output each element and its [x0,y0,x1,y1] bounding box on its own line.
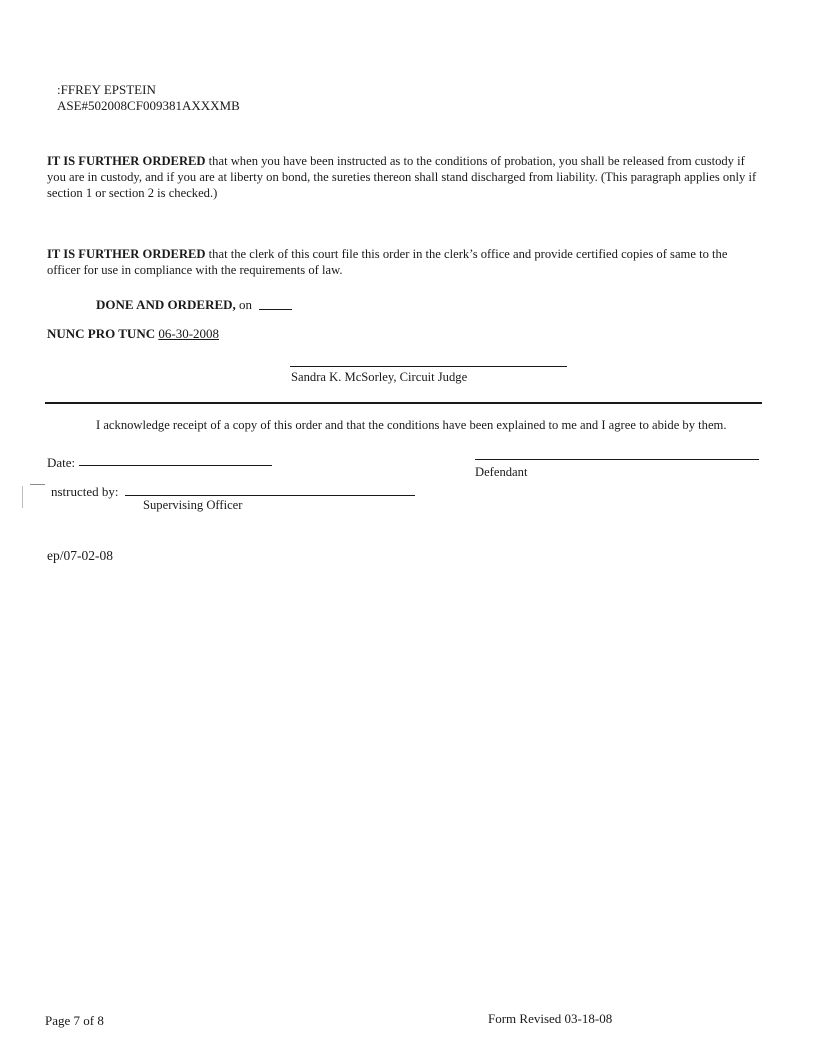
paragraph-lead: IT IS FURTHER ORDERED [47,154,206,168]
judge-signature-line [290,366,567,367]
section-divider [45,402,762,404]
defendant-signature-caption: Defendant [475,465,528,479]
supervising-officer-caption: Supervising Officer [143,498,243,512]
nunc-pro-tunc-date: 06-30-2008 [158,326,220,341]
instructed-by-label: nstructed by: [51,484,119,499]
nunc-pro-tunc-label: NUNC PRO TUNC [47,326,156,341]
done-ordered-label: DONE AND ORDERED, [96,297,236,312]
paragraph-body: that the clerk of this court file this order in the clerk’s office and provide certified copies of same to the officer for use in compliance with the requirements of law. [47,247,728,277]
clerk-order-paragraph [47,246,759,278]
nunc-pro-tunc-line [47,326,219,342]
done-ordered-on: on [235,297,253,312]
paragraph-lead: IT IS FURTHER ORDERED [47,247,206,261]
defendant-name-header: :FFREY EPSTEIN [57,82,156,97]
instructed-by-line [125,495,415,496]
paragraph-body: that when you have been instructed as to the conditions of probation, you shall be released from custody if you are in custody, and if you are at liberty on bond, the sureties thereon shall stand discharged from liability. (This paragraph applies only if section 1 or section 2 is checked.) [47,154,757,200]
defendant-signature-line [475,459,759,460]
scan-tick-mark [30,484,45,485]
done-ordered-date-blank [259,309,292,310]
release-order-paragraph [47,153,759,201]
page-number: Page 7 of 8 [45,1013,104,1028]
acknowledgment-text: I acknowledge receipt of a copy of this order and that the conditions have been explained to me and I agree to abide by them. [96,418,727,432]
judge-signature-caption: Sandra K. McSorley, Circuit Judge [291,370,468,384]
date-field-line [79,465,272,466]
form-revision-date: Form Revised 03-18-08 [488,1011,613,1026]
case-number-header: ASE#502008CF009381AXXXMB [57,98,240,113]
done-and-ordered-line [96,297,252,313]
document-reference-code: ep/07-02-08 [47,548,113,563]
scan-edge-mark [22,486,23,508]
date-field-label: Date: [47,455,76,470]
